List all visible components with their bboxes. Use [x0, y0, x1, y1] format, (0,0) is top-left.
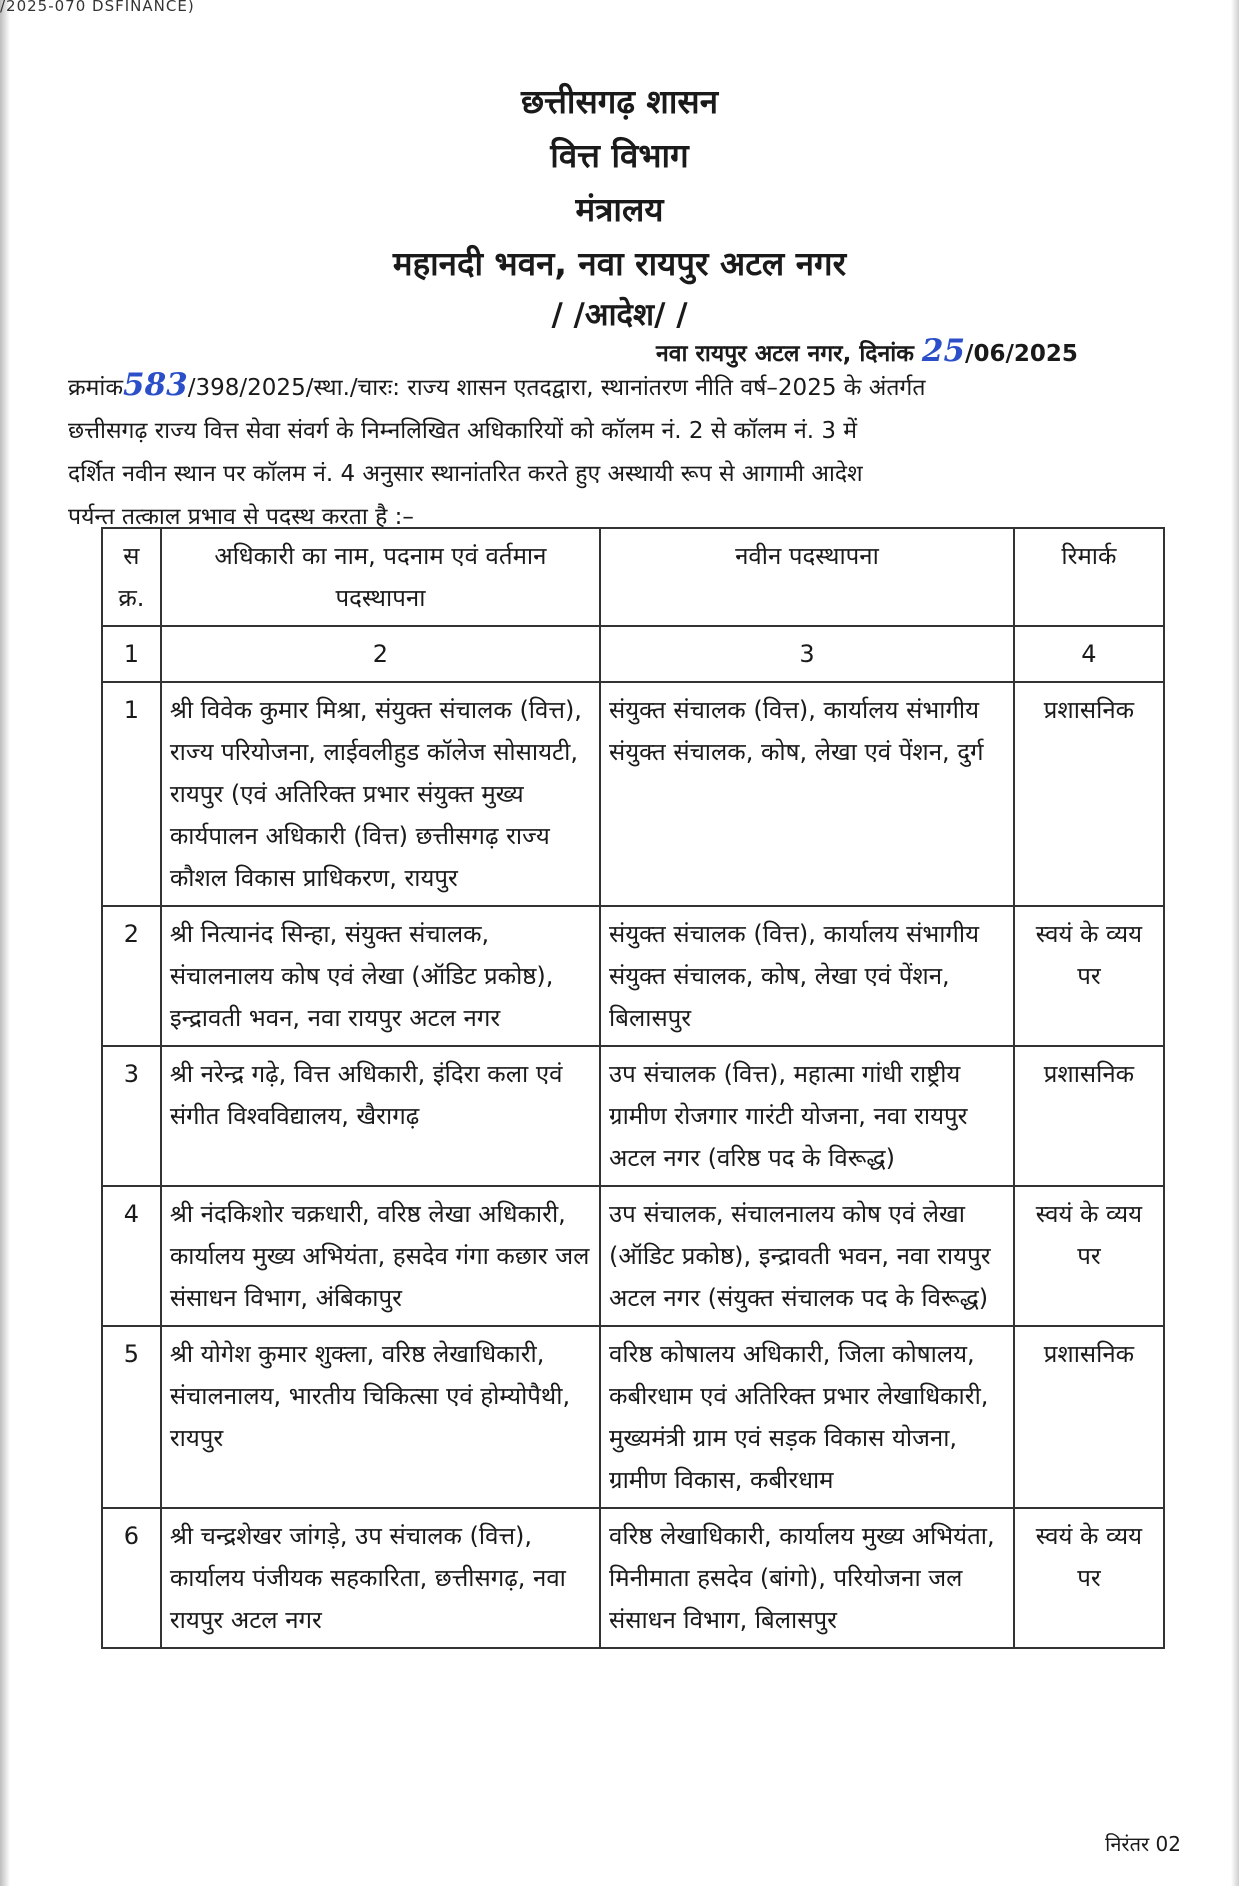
govt-title: छत्तीसगढ़ शासन: [520, 82, 719, 121]
order-number-label: क्रमांक: [68, 375, 124, 401]
cell-new-posting: उप संचालक, संचालनालय कोष एवं लेखा (ऑडिट प्रकोष्ठ), इन्द्रावती भवन, नवा रायपुर अटल नगर (संयुक्त संचालक पद के विरूद्ध): [600, 1186, 1014, 1326]
cell-new-posting: वरिष्ठ कोषालय अधिकारी, जिला कोषालय, कबीरधाम एवं अतिरिक्त प्रभार लेखाधिकारी, मुख्यमंत्री ग्राम एवं सड़क विकास योजना, ग्रामीण विकास, कबीरधाम: [600, 1326, 1014, 1508]
cell-remark: प्रशासनिक: [1014, 1046, 1164, 1186]
date-rest: /06/2025: [965, 341, 1078, 367]
cell-new-posting: वरिष्ठ लेखाधिकारी, कार्यालय मुख्य अभियंता, मिनीमाता हसदेव (बांगो), परियोजना जल संसाधन विभाग, बिलासपुर: [600, 1508, 1014, 1648]
intro-line-2: छत्तीसगढ़ राज्य वित्त सेवा संवर्ग के निम्नलिखित अधिकारियों को कॉलम नं. 2 से कॉलम नं. 3 में: [68, 418, 858, 444]
cell-officer: श्री योगेश कुमार शुक्ला, वरिष्ठ लेखाधिकारी, संचालनालय, भारतीय चिकित्सा एवं होम्योपैथी, रायपुर: [161, 1326, 600, 1508]
intro-line-1-text: /398/2025/स्था./चारः: राज्य शासन एतदद्वारा, स्थानांतरण नीति वर्ष–2025 के अंतर्गत: [187, 375, 926, 401]
cell-officer: श्री नरेन्द्र गढ़े, वित्त अधिकारी, इंदिरा कला एवं संगीत विश्वविद्यालय, खैरागढ़: [161, 1046, 600, 1186]
table-row: [102, 682, 1164, 906]
continued-page-note: निरंतर 02: [1105, 1832, 1181, 1856]
document-id: /2025-070 DSFINANCE): [0, 0, 195, 15]
table-row: [102, 1186, 1164, 1326]
intro-line-1: [68, 364, 1168, 410]
cell-serial: 4: [102, 1186, 161, 1326]
cell-officer: श्री नित्यानंद सिन्हा, संयुक्त संचालक, संचालनालय कोष एवं लेखा (ऑडिट प्रकोष्ठ), इन्द्रावती भवन, नवा रायपुर अटल नगर: [161, 906, 600, 1046]
cell-serial: 2: [102, 906, 161, 1046]
cell-serial: 1: [102, 682, 161, 906]
table-row: [102, 1508, 1164, 1648]
cell-serial: 3: [102, 1046, 161, 1186]
cell-remark: स्वयं के व्यय पर: [1014, 1186, 1164, 1326]
transfer-table: [101, 527, 1165, 1649]
cell-remark: प्रशासनिक: [1014, 682, 1164, 906]
cell-new-posting: उप संचालक (वित्त), महात्मा गांधी राष्ट्रीय ग्रामीण रोजगार गारंटी योजना, नवा रायपुर अटल नगर (वरिष्ठ पद के विरूद्ध): [600, 1046, 1014, 1186]
column-number-row: [102, 626, 1164, 682]
cell-officer: श्री नंदकिशोर चक्रधारी, वरिष्ठ लेखा अधिकारी, कार्यालय मुख्य अभियंता, हसदेव गंगा कछार जल संसाधन विभाग, अंबिकापुर: [161, 1186, 600, 1326]
column-number: 3: [600, 626, 1014, 682]
intro-paragraph: [68, 364, 1168, 539]
date-prefix: नवा रायपुर अटल नगर, दिनांक: [656, 341, 914, 367]
cell-officer: श्री विवेक कुमार मिश्रा, संयुक्त संचालक (वित्त), राज्य परियोजना, लाईवलीहुड कॉलेज सोसायटी, रायपुर (एवं अतिरिक्त प्रभार संयुक्त मुख्य कार्यपालन अधिकारी (वित्त) छत्तीसगढ़ राज्य कौशल विकास प्राधिकरण, रायपुर: [161, 682, 600, 906]
date-day-handwritten: 25: [921, 333, 966, 369]
header-serial: स क्र.: [102, 528, 161, 626]
intro-line-3: दर्शित नवीन स्थान पर कॉलम नं. 4 अनुसार स्थानांतरित करते हुए अस्थायी रूप से आगामी आदेश: [68, 461, 863, 487]
cell-serial: 5: [102, 1326, 161, 1508]
table-header-row: [102, 528, 1164, 626]
cell-remark: प्रशासनिक: [1014, 1326, 1164, 1508]
department-title: वित्त विभाग: [550, 136, 689, 175]
intro-line-4: पर्यन्त तत्काल प्रभाव से पदस्थ करता है :–: [68, 504, 414, 530]
cell-officer: श्री चन्द्रशेखर जांगड़े, उप संचालक (वित्त), कार्यालय पंजीयक सहकारिता, छत्तीसगढ़, नवा रायपुर अटल नगर: [161, 1508, 600, 1648]
header-officer: अधिकारी का नाम, पदनाम एवं वर्तमान पदस्थापना: [161, 528, 600, 626]
address-title: महानदी भवन, नवा रायपुर अटल नगर: [392, 244, 847, 283]
cell-remark: स्वयं के व्यय पर: [1014, 1508, 1164, 1648]
cell-new-posting: संयुक्त संचालक (वित्त), कार्यालय संभागीय संयुक्त संचालक, कोष, लेखा एवं पेंशन, दुर्ग: [600, 682, 1014, 906]
ministry-title: मंत्रालय: [575, 190, 664, 229]
order-title: / /आदेश/ /: [551, 297, 688, 333]
cell-new-posting: संयुक्त संचालक (वित्त), कार्यालय संभागीय संयुक्त संचालक, कोष, लेखा एवं पेंशन, बिलासपुर: [600, 906, 1014, 1046]
column-number: 4: [1014, 626, 1164, 682]
table-row: [102, 1046, 1164, 1186]
table-row: [102, 906, 1164, 1046]
table-row: [102, 1326, 1164, 1508]
header-remark: रिमार्क: [1014, 528, 1164, 626]
column-number: 1: [102, 626, 161, 682]
column-number: 2: [161, 626, 600, 682]
header-new-posting: नवीन पदस्थापना: [600, 528, 1014, 626]
cell-remark: स्वयं के व्यय पर: [1014, 906, 1164, 1046]
order-number-handwritten: 583: [123, 367, 188, 403]
cell-serial: 6: [102, 1508, 161, 1648]
